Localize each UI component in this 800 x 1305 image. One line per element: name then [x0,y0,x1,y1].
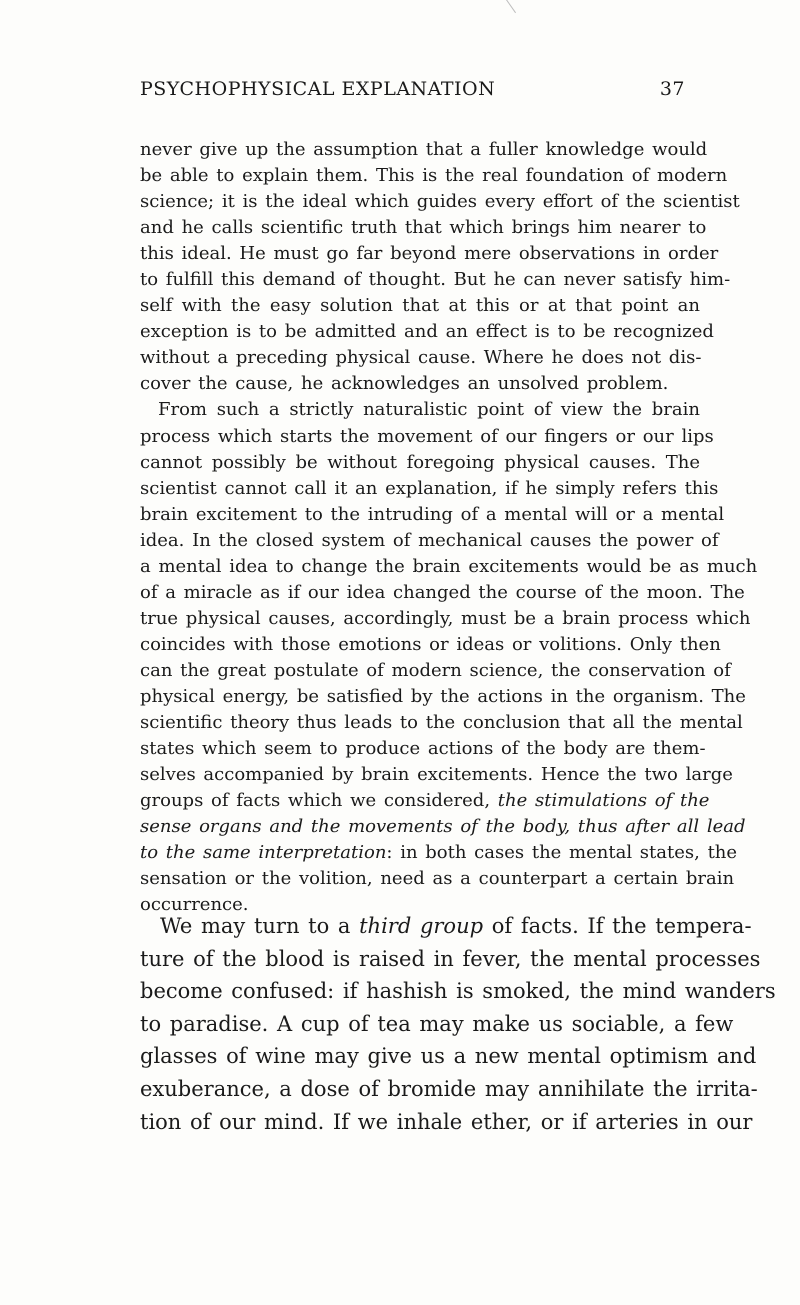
italic-phrase: sense organs and the movements of the body, thus after all lead [140,816,746,838]
text-span: of facts. If the tempera- [483,914,752,938]
text-line: tion of our mind. If we inhale ether, or if arteries in our [140,1109,753,1134]
text-line: exception is to be admitted and an effect is to be recognized [140,321,714,343]
text-line: states which seem to produce actions of the body are them- [140,738,706,760]
text-line: true physical causes, accordingly, must be a brain process which [140,607,751,629]
text-line: never give up the assumption that a fuller knowledge would [140,139,708,160]
text-line: can the great postulate of modern science, the conservation of [140,659,731,681]
paragraph-block-large-type [140,910,776,1138]
text-line: cover the cause, he acknowledges an unsolved problem. [140,373,669,395]
text-line: idea. In the closed system of mechanical causes the power of [140,529,719,551]
text-line [140,814,746,840]
text-line: be able to explain them. This is the real foundation of modern [140,165,728,187]
running-title: PSYCHOPHYSICAL EXPLANATION [140,78,496,100]
text-line: cannot possibly be without foregoing physical causes. The [140,451,700,473]
text-line [140,788,710,814]
text-line: scientific theory thus leads to the conclusion that all the mental [140,712,743,734]
page-edge-mark [506,0,516,13]
text-line [140,840,738,866]
text-span: groups of facts which we considered, [140,790,491,812]
text-line: a mental idea to change the brain excitements would be as much [140,555,758,577]
italic-phrase: the stimulations of the [497,790,710,812]
text-line: physical energy, be satisfied by the actions in the organism. The [140,685,746,707]
text-line: of a miracle as if our idea changed the course of the moon. The [140,581,745,603]
text-span: : in both cases the mental states, the [386,842,738,864]
text-line: brain excitement to the intruding of a mental will or a mental [140,503,725,525]
text-line: this ideal. He must go far beyond mere observations in order [140,243,719,265]
text-line: to fulfill this demand of thought. But he can never satisfy him- [140,269,731,291]
text-line: coincides with those emotions or ideas or volitions. Only then [140,633,721,655]
text-line: self with the easy solution that at this or at that point an [140,295,700,317]
text-line: exuberance, a dose of bromide may annihilate the irrita- [140,1076,758,1101]
text-line: become confused: if hashish is smoked, the mind wanders [140,979,776,1004]
text-line [140,910,752,943]
text-line: glasses of wine may give us a new mental optimism and [140,1044,757,1069]
text-line: without a preceding physical cause. Where he does not dis- [140,347,702,369]
text-line: and he calls scientific truth that which brings him nearer to [140,217,707,239]
text-line: process which starts the movement of our fingers or our lips [140,425,714,447]
paragraph-block-small-type [140,137,758,918]
page-number: 37 [659,78,685,100]
text-line: selves accompanied by brain excitements. Hence the two large [140,764,733,786]
text-span: We may turn to a [160,914,360,938]
italic-phrase: third group [359,914,484,938]
running-header [140,78,685,108]
text-line: ture of the blood is raised in fever, the mental processes [140,946,761,971]
text-line: From such a strictly naturalistic point of view the brain [158,399,700,421]
italic-phrase: to the same interpretation [140,842,387,864]
text-line: scientist cannot call it an explanation, if he simply refers this [140,477,719,499]
text-line: to paradise. A cup of tea may make us sociable, a few [140,1011,734,1036]
text-line: occurrence. [140,894,249,916]
text-line: sensation or the volition, need as a counterpart a certain brain [140,868,735,890]
text-line: science; it is the ideal which guides every effort of the scientist [140,191,740,213]
